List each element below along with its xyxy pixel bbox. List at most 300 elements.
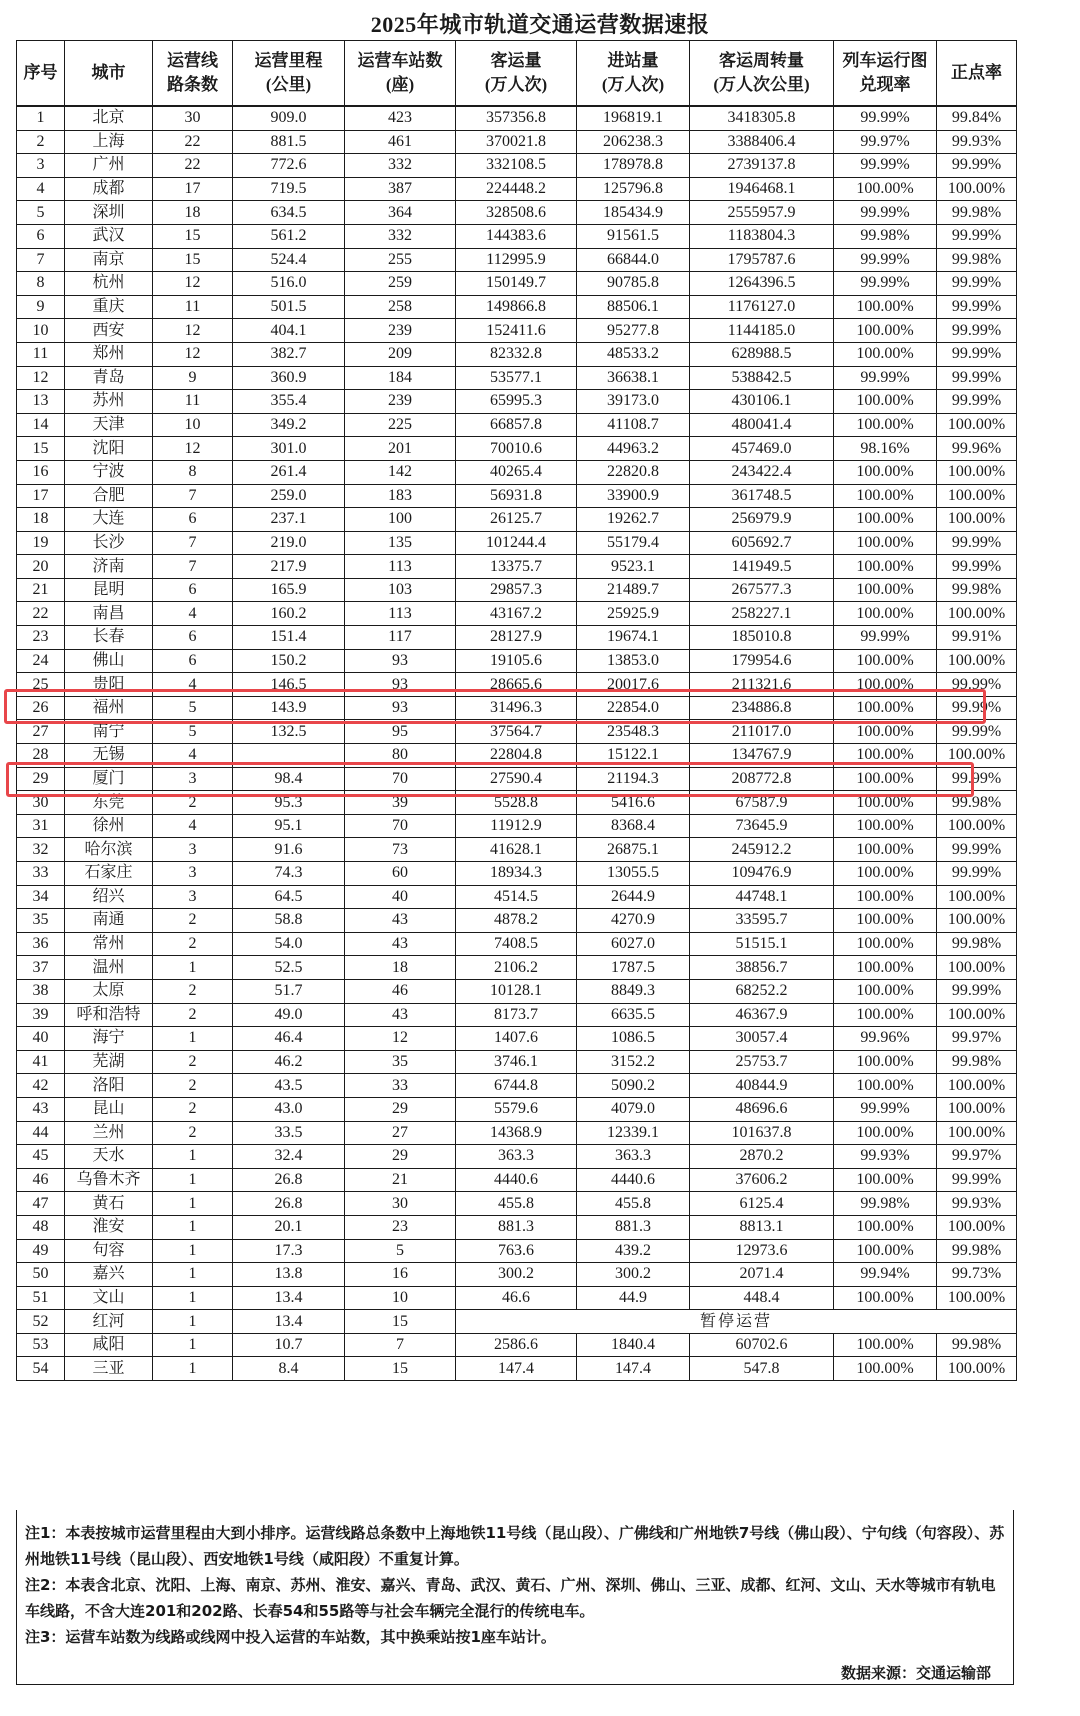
cell-lines: 4 xyxy=(153,602,233,626)
cell-punctuality: 99.93% xyxy=(937,1192,1017,1216)
cell-ridership: 357356.8 xyxy=(456,106,577,130)
cell-stations: 201 xyxy=(345,437,456,461)
table-row xyxy=(17,767,1017,791)
cell-mileage xyxy=(233,744,345,768)
cell-stations: 12 xyxy=(345,1027,456,1051)
cell-punctuality: 99.99% xyxy=(937,295,1017,319)
table-row xyxy=(17,555,1017,579)
cell-lines: 6 xyxy=(153,626,233,650)
cell-ridership: 112995.9 xyxy=(456,248,577,272)
cell-rank: 6 xyxy=(17,224,65,248)
cell-city: 乌鲁木齐 xyxy=(65,1168,153,1192)
cell-entries: 9523.1 xyxy=(577,555,690,579)
cell-pkm: 448.4 xyxy=(690,1286,834,1310)
cell-entries: 13853.0 xyxy=(577,649,690,673)
cell-pkm: 547.8 xyxy=(690,1357,834,1381)
cell-pkm: 234886.8 xyxy=(690,696,834,720)
cell-rank: 52 xyxy=(17,1310,65,1334)
cell-rank: 27 xyxy=(17,720,65,744)
cell-schedule: 100.00% xyxy=(834,932,937,956)
table-row xyxy=(17,1074,1017,1098)
cell-ridership: 6744.8 xyxy=(456,1074,577,1098)
cell-ridership: 53577.1 xyxy=(456,366,577,390)
cell-lines: 3 xyxy=(153,862,233,886)
cell-stations: 239 xyxy=(345,390,456,414)
cell-lines: 6 xyxy=(153,649,233,673)
cell-schedule: 100.00% xyxy=(834,956,937,980)
cell-schedule: 100.00% xyxy=(834,1003,937,1027)
cell-punctuality: 99.96% xyxy=(937,437,1017,461)
cell-rank: 54 xyxy=(17,1357,65,1381)
cell-lines: 1 xyxy=(153,1145,233,1169)
cell-pkm: 1144185.0 xyxy=(690,319,834,343)
cell-city: 海宁 xyxy=(65,1027,153,1051)
column-header-city xyxy=(65,41,153,107)
cell-punctuality: 99.99% xyxy=(937,154,1017,178)
cell-lines: 2 xyxy=(153,1121,233,1145)
cell-stations: 258 xyxy=(345,295,456,319)
table-row xyxy=(17,979,1017,1003)
cell-lines: 1 xyxy=(153,1239,233,1263)
cell-schedule: 100.00% xyxy=(834,791,937,815)
cell-stations: 184 xyxy=(345,366,456,390)
cell-city: 苏州 xyxy=(65,390,153,414)
cell-mileage: 33.5 xyxy=(233,1121,345,1145)
cell-city: 东莞 xyxy=(65,791,153,815)
cell-punctuality: 99.99% xyxy=(937,1168,1017,1192)
cell-mileage: 26.8 xyxy=(233,1168,345,1192)
cell-pkm: 25753.7 xyxy=(690,1050,834,1074)
cell-rank: 9 xyxy=(17,295,65,319)
cell-mileage: 132.5 xyxy=(233,720,345,744)
cell-pkm: 256979.9 xyxy=(690,508,834,532)
cell-punctuality: 100.00% xyxy=(937,1074,1017,1098)
cell-ridership: 41628.1 xyxy=(456,838,577,862)
cell-stations: 93 xyxy=(345,696,456,720)
cell-city: 沈阳 xyxy=(65,437,153,461)
cell-ridership: 152411.6 xyxy=(456,319,577,343)
cell-pkm: 2739137.8 xyxy=(690,154,834,178)
cell-schedule: 99.96% xyxy=(834,1027,937,1051)
cell-punctuality: 99.93% xyxy=(937,130,1017,154)
table-row xyxy=(17,885,1017,909)
cell-schedule: 100.00% xyxy=(834,862,937,886)
cell-entries: 44963.2 xyxy=(577,437,690,461)
cell-stations: 7 xyxy=(345,1333,456,1357)
cell-entries: 6635.5 xyxy=(577,1003,690,1027)
cell-rank: 35 xyxy=(17,909,65,933)
cell-ridership: 56931.8 xyxy=(456,484,577,508)
cell-stations: 387 xyxy=(345,177,456,201)
cell-punctuality: 99.99% xyxy=(937,720,1017,744)
cell-schedule: 100.00% xyxy=(834,1215,937,1239)
column-header-entries xyxy=(577,41,690,107)
cell-mileage: 74.3 xyxy=(233,862,345,886)
cell-entries: 21489.7 xyxy=(577,578,690,602)
cell-rank: 33 xyxy=(17,862,65,886)
cell-entries: 19262.7 xyxy=(577,508,690,532)
cell-rank: 13 xyxy=(17,390,65,414)
table-row xyxy=(17,1310,1017,1334)
cell-pkm: 67587.9 xyxy=(690,791,834,815)
column-header-punctuality xyxy=(937,41,1017,107)
column-header-line: 兑现率 xyxy=(859,75,911,94)
table-row xyxy=(17,744,1017,768)
column-header-line: (座) xyxy=(385,75,415,94)
cell-punctuality: 100.00% xyxy=(937,177,1017,201)
cell-lines: 1 xyxy=(153,956,233,980)
table-row xyxy=(17,814,1017,838)
cell-lines: 7 xyxy=(153,484,233,508)
cell-mileage: 382.7 xyxy=(233,342,345,366)
column-header-line: 列车运行图 xyxy=(842,51,928,70)
cell-pkm: 3418305.8 xyxy=(690,106,834,130)
table-row xyxy=(17,1121,1017,1145)
column-header-line: 路条数 xyxy=(167,75,218,94)
cell-ridership: 27590.4 xyxy=(456,767,577,791)
cell-ridership: 13375.7 xyxy=(456,555,577,579)
cell-stations: 5 xyxy=(345,1239,456,1263)
page-title: 2025年城市轨道交通运营数据速报 xyxy=(370,12,710,37)
cell-mileage: 95.3 xyxy=(233,791,345,815)
cell-city: 天水 xyxy=(65,1145,153,1169)
cell-lines: 2 xyxy=(153,1097,233,1121)
cell-pkm: 211321.6 xyxy=(690,673,834,697)
cell-city: 宁波 xyxy=(65,460,153,484)
cell-rank: 19 xyxy=(17,531,65,555)
cell-schedule: 100.00% xyxy=(834,814,937,838)
cell-ridership: 28127.9 xyxy=(456,626,577,650)
cell-entries: 41108.7 xyxy=(577,413,690,437)
cell-rank: 1 xyxy=(17,106,65,130)
cell-rank: 47 xyxy=(17,1192,65,1216)
cell-entries: 206238.3 xyxy=(577,130,690,154)
table-row xyxy=(17,437,1017,461)
cell-schedule: 99.99% xyxy=(834,201,937,225)
cell-ridership: 363.3 xyxy=(456,1145,577,1169)
cell-entries: 95277.8 xyxy=(577,319,690,343)
cell-ridership: 66857.8 xyxy=(456,413,577,437)
note-1: 注1：本表按城市运营里程由大到小排序。运营线路总条数中上海地铁11号线（昆山段）、广佛线和广州地铁7号线（佛山段）、宁句线（句容段）、苏州地铁11号线（昆山段）、西安地铁1号线（咸阳段）不重复计算。 xyxy=(25,1524,1005,1568)
note-2: 注2：本表含北京、沈阳、上海、南京、苏州、淮安、嘉兴、青岛、武汉、黄石、广州、深圳、佛山、三亚、成都、红河、文山、天水等城市有轨电车线路，不含大连201和202路、长春54和55路等与社会车辆完全混行的传统电车。 xyxy=(25,1576,996,1620)
cell-rank: 17 xyxy=(17,484,65,508)
cell-punctuality: 100.00% xyxy=(937,814,1017,838)
cell-city: 洛阳 xyxy=(65,1074,153,1098)
cell-schedule: 99.99% xyxy=(834,248,937,272)
cell-stations: 117 xyxy=(345,626,456,650)
cell-mileage: 143.9 xyxy=(233,696,345,720)
cell-pkm: 141949.5 xyxy=(690,555,834,579)
cell-pkm: 101637.8 xyxy=(690,1121,834,1145)
cell-rank: 7 xyxy=(17,248,65,272)
column-header-line: 正点率 xyxy=(951,63,1002,82)
cell-schedule: 100.00% xyxy=(834,649,937,673)
cell-stations: 29 xyxy=(345,1097,456,1121)
cell-schedule: 100.00% xyxy=(834,602,937,626)
table-row xyxy=(17,413,1017,437)
cell-ridership: 300.2 xyxy=(456,1263,577,1287)
cell-mileage: 26.8 xyxy=(233,1192,345,1216)
table-row xyxy=(17,862,1017,886)
cell-mileage: 46.2 xyxy=(233,1050,345,1074)
cell-lines: 6 xyxy=(153,508,233,532)
cell-pkm: 48696.6 xyxy=(690,1097,834,1121)
table-row xyxy=(17,1357,1017,1381)
cell-schedule: 100.00% xyxy=(834,295,937,319)
table-row xyxy=(17,130,1017,154)
cell-rank: 16 xyxy=(17,460,65,484)
cell-pkm: 12973.6 xyxy=(690,1239,834,1263)
cell-mileage: 151.4 xyxy=(233,626,345,650)
cell-ridership: 28665.6 xyxy=(456,673,577,697)
cell-schedule: 99.94% xyxy=(834,1263,937,1287)
cell-lines: 17 xyxy=(153,177,233,201)
table-row xyxy=(17,342,1017,366)
cell-lines: 2 xyxy=(153,932,233,956)
cell-stations: 95 xyxy=(345,720,456,744)
cell-mileage: 261.4 xyxy=(233,460,345,484)
cell-mileage: 772.6 xyxy=(233,154,345,178)
table-row xyxy=(17,1145,1017,1169)
cell-stations: 40 xyxy=(345,885,456,909)
cell-entries: 125796.8 xyxy=(577,177,690,201)
cell-stations: 135 xyxy=(345,531,456,555)
cell-mileage: 165.9 xyxy=(233,578,345,602)
cell-ridership: 70010.6 xyxy=(456,437,577,461)
cell-mileage: 501.5 xyxy=(233,295,345,319)
cell-ridership: 19105.6 xyxy=(456,649,577,673)
cell-schedule: 100.00% xyxy=(834,319,937,343)
cell-city: 厦门 xyxy=(65,767,153,791)
cell-entries: 12339.1 xyxy=(577,1121,690,1145)
cell-city: 郑州 xyxy=(65,342,153,366)
cell-lines: 1 xyxy=(153,1310,233,1334)
cell-punctuality: 100.00% xyxy=(937,1215,1017,1239)
cell-city: 西安 xyxy=(65,319,153,343)
note-3: 注3：运营车站数为线路或线网中投入运营的车站数，其中换乘站按1座车站计。 xyxy=(25,1628,556,1646)
cell-lines: 7 xyxy=(153,555,233,579)
cell-mileage: 237.1 xyxy=(233,508,345,532)
cell-entries: 20017.6 xyxy=(577,673,690,697)
cell-lines: 7 xyxy=(153,531,233,555)
cell-ridership: 763.6 xyxy=(456,1239,577,1263)
cell-lines: 3 xyxy=(153,838,233,862)
cell-schedule: 100.00% xyxy=(834,1074,937,1098)
cell-pkm: 361748.5 xyxy=(690,484,834,508)
cell-entries: 455.8 xyxy=(577,1192,690,1216)
column-header-line: 进站量 xyxy=(607,51,659,70)
cell-stations: 113 xyxy=(345,555,456,579)
cell-pkm: 51515.1 xyxy=(690,932,834,956)
cell-stations: 142 xyxy=(345,460,456,484)
cell-pkm: 208772.8 xyxy=(690,767,834,791)
cell-stations: 39 xyxy=(345,791,456,815)
table-row xyxy=(17,932,1017,956)
cell-stations: 364 xyxy=(345,201,456,225)
cell-punctuality: 99.99% xyxy=(937,342,1017,366)
cell-rank: 4 xyxy=(17,177,65,201)
cell-ridership: 10128.1 xyxy=(456,979,577,1003)
cell-ridership: 224448.2 xyxy=(456,177,577,201)
cell-rank: 2 xyxy=(17,130,65,154)
cell-punctuality: 100.00% xyxy=(937,1003,1017,1027)
cell-punctuality: 99.98% xyxy=(937,201,1017,225)
cell-ridership: 144383.6 xyxy=(456,224,577,248)
cell-entries: 21194.3 xyxy=(577,767,690,791)
cell-entries: 8849.3 xyxy=(577,979,690,1003)
cell-rank: 40 xyxy=(17,1027,65,1051)
cell-mileage: 49.0 xyxy=(233,1003,345,1027)
cell-lines: 6 xyxy=(153,578,233,602)
cell-punctuality: 99.99% xyxy=(937,696,1017,720)
cell-lines: 1 xyxy=(153,1357,233,1381)
cell-punctuality: 100.00% xyxy=(937,602,1017,626)
cell-pkm: 44748.1 xyxy=(690,885,834,909)
cell-lines: 12 xyxy=(153,342,233,366)
table-row xyxy=(17,177,1017,201)
cell-pkm: 267577.3 xyxy=(690,578,834,602)
cell-entries: 44.9 xyxy=(577,1286,690,1310)
cell-stations: 113 xyxy=(345,602,456,626)
cell-rank: 26 xyxy=(17,696,65,720)
cell-entries: 5090.2 xyxy=(577,1074,690,1098)
cell-punctuality: 99.99% xyxy=(937,272,1017,296)
cell-schedule: 99.99% xyxy=(834,366,937,390)
cell-pkm: 258227.1 xyxy=(690,602,834,626)
cell-punctuality: 99.99% xyxy=(937,555,1017,579)
cell-mileage: 8.4 xyxy=(233,1357,345,1381)
cell-ridership: 18934.3 xyxy=(456,862,577,886)
cell-city: 南京 xyxy=(65,248,153,272)
cell-ridership: 2586.6 xyxy=(456,1333,577,1357)
cell-mileage: 13.4 xyxy=(233,1286,345,1310)
column-header-line: 运营车站数 xyxy=(357,51,443,70)
table-row xyxy=(17,1050,1017,1074)
table-row xyxy=(17,1286,1017,1310)
cell-pkm: 8813.1 xyxy=(690,1215,834,1239)
cell-entries: 25925.9 xyxy=(577,602,690,626)
cell-entries: 4079.0 xyxy=(577,1097,690,1121)
cell-mileage: 301.0 xyxy=(233,437,345,461)
cell-pkm: 38856.7 xyxy=(690,956,834,980)
table-row xyxy=(17,508,1017,532)
column-header-schedule xyxy=(834,41,937,107)
cell-rank: 42 xyxy=(17,1074,65,1098)
cell-stations: 209 xyxy=(345,342,456,366)
cell-ridership: 101244.4 xyxy=(456,531,577,555)
cell-ridership: 2106.2 xyxy=(456,956,577,980)
cell-city: 深圳 xyxy=(65,201,153,225)
cell-lines: 2 xyxy=(153,1074,233,1098)
cell-stations: 21 xyxy=(345,1168,456,1192)
cell-pkm: 2870.2 xyxy=(690,1145,834,1169)
cell-ridership: 370021.8 xyxy=(456,130,577,154)
cell-city: 无锡 xyxy=(65,744,153,768)
cell-city: 红河 xyxy=(65,1310,153,1334)
cell-ridership: 881.3 xyxy=(456,1215,577,1239)
table-row xyxy=(17,224,1017,248)
cell-punctuality: 99.98% xyxy=(937,932,1017,956)
cell-entries: 48533.2 xyxy=(577,342,690,366)
cell-stations: 43 xyxy=(345,909,456,933)
cell-rank: 50 xyxy=(17,1263,65,1287)
cell-city: 长春 xyxy=(65,626,153,650)
cell-schedule: 100.00% xyxy=(834,838,937,862)
cell-lines: 4 xyxy=(153,673,233,697)
cell-city: 淮安 xyxy=(65,1215,153,1239)
cell-rank: 18 xyxy=(17,508,65,532)
cell-entries: 3152.2 xyxy=(577,1050,690,1074)
cell-punctuality: 100.00% xyxy=(937,1286,1017,1310)
cell-lines: 1 xyxy=(153,1333,233,1357)
cell-stations: 461 xyxy=(345,130,456,154)
cell-punctuality: 99.91% xyxy=(937,626,1017,650)
cell-city: 成都 xyxy=(65,177,153,201)
table-row xyxy=(17,1192,1017,1216)
cell-ridership: 4514.5 xyxy=(456,885,577,909)
cell-schedule: 100.00% xyxy=(834,177,937,201)
cell-rank: 32 xyxy=(17,838,65,862)
column-header-stations xyxy=(345,41,456,107)
cell-schedule: 100.00% xyxy=(834,555,937,579)
cell-mileage: 17.3 xyxy=(233,1239,345,1263)
cell-mileage: 52.5 xyxy=(233,956,345,980)
cell-schedule: 100.00% xyxy=(834,767,937,791)
cell-rank: 28 xyxy=(17,744,65,768)
cell-mileage: 13.8 xyxy=(233,1263,345,1287)
cell-city: 青岛 xyxy=(65,366,153,390)
table-row xyxy=(17,791,1017,815)
data-table-container xyxy=(16,40,1016,1381)
cell-lines: 1 xyxy=(153,1263,233,1287)
cell-schedule: 100.00% xyxy=(834,1168,937,1192)
cell-lines: 30 xyxy=(153,106,233,130)
cell-entries: 19674.1 xyxy=(577,626,690,650)
cell-ridership: 43167.2 xyxy=(456,602,577,626)
table-row xyxy=(17,484,1017,508)
table-row xyxy=(17,1215,1017,1239)
cell-rank: 10 xyxy=(17,319,65,343)
cell-stations: 23 xyxy=(345,1215,456,1239)
cell-lines: 11 xyxy=(153,390,233,414)
cell-rank: 53 xyxy=(17,1333,65,1357)
cell-punctuality: 99.97% xyxy=(937,1145,1017,1169)
cell-stations: 70 xyxy=(345,814,456,838)
cell-stations: 70 xyxy=(345,767,456,791)
cell-pkm: 245912.2 xyxy=(690,838,834,862)
cell-mileage: 10.7 xyxy=(233,1333,345,1357)
cell-pkm: 46367.9 xyxy=(690,1003,834,1027)
cell-city: 佛山 xyxy=(65,649,153,673)
cell-punctuality: 99.84% xyxy=(937,106,1017,130)
cell-entries: 178978.8 xyxy=(577,154,690,178)
cell-punctuality: 99.73% xyxy=(937,1263,1017,1287)
cell-pkm: 179954.6 xyxy=(690,649,834,673)
cell-stations: 35 xyxy=(345,1050,456,1074)
cell-ridership: 7408.5 xyxy=(456,932,577,956)
cell-schedule: 100.00% xyxy=(834,1286,937,1310)
cell-stations: 43 xyxy=(345,1003,456,1027)
cell-mileage: 13.4 xyxy=(233,1310,345,1334)
cell-stations: 33 xyxy=(345,1074,456,1098)
cell-city: 合肥 xyxy=(65,484,153,508)
cell-city: 呼和浩特 xyxy=(65,1003,153,1027)
cell-lines: 3 xyxy=(153,767,233,791)
cell-punctuality: 99.99% xyxy=(937,838,1017,862)
cell-mileage: 43.0 xyxy=(233,1097,345,1121)
cell-entries: 1787.5 xyxy=(577,956,690,980)
cell-mileage: 524.4 xyxy=(233,248,345,272)
